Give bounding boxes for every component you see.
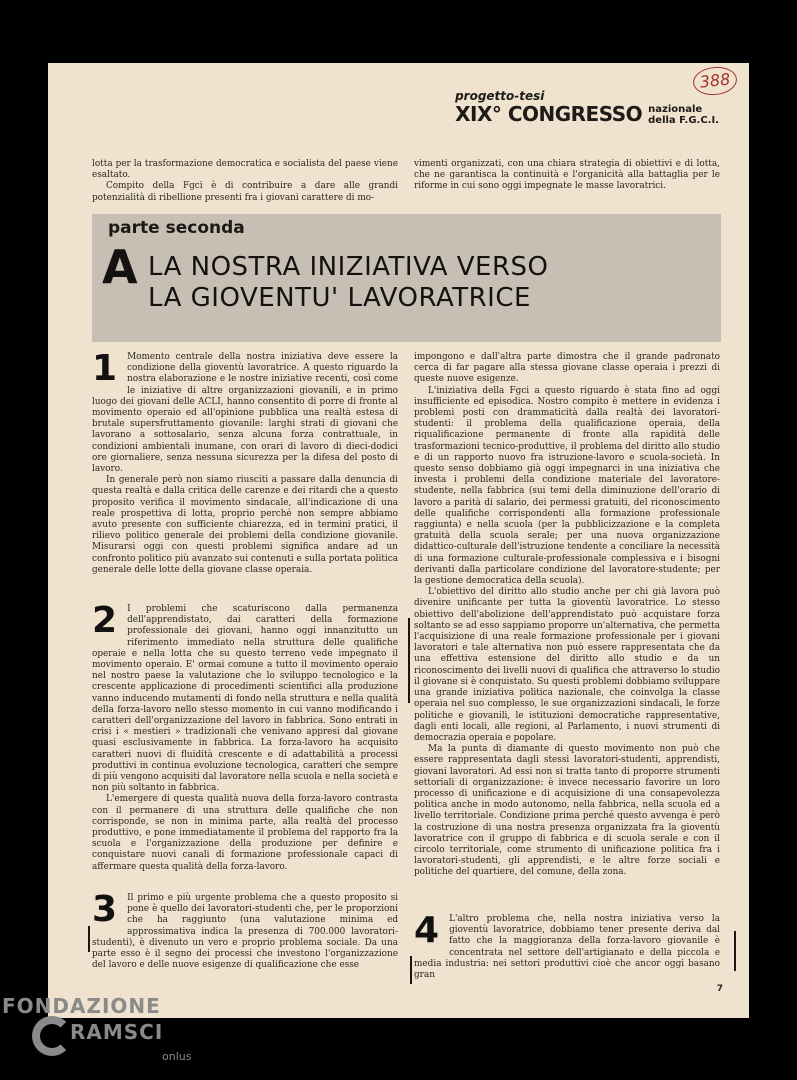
header-congress: XIX° CONGRESSO: [455, 102, 643, 126]
section-number: 2: [92, 600, 118, 641]
section-number: 3: [92, 889, 118, 930]
document-page: [48, 63, 749, 1018]
archive-stamp: 388: [692, 65, 739, 97]
header-kicker: progetto-tesi: [455, 89, 545, 103]
margin-mark: [734, 931, 736, 971]
logo-line-2: RAMSCI: [70, 1020, 164, 1044]
logo-line-1: FONDAZIONE: [2, 994, 161, 1018]
section-number: 4: [414, 910, 440, 951]
section-1: 1 Momento centrale della nostra iniziativa deve essere la condizione della gioventù lavoratrice. A questo riguardo la nostra elaborazione e le nostre iniziative recenti, così come le iniziative di altre organizzazioni giovanili, e in primo luogo dei giovani delle ACLI, hanno consentito di porre di fronte al movimento operaio ed all'opinione pubblica una realtà estesa di brutale supersfruttamento giovanile: larghi strati di giovani che lavorano a sottosalario, senza alcuna forza contrattuale, in condizioni ambientali inumane, con orari di lavoro di dieci-dodici ore giornaliere, senza nessuna sicurezza per la difesa del posto di lavoro. In generale però non siamo riusciti a passare dalla denuncia di questa realtà e dalla critica delle carenze e dei ritardi che a questo proposito verifica il movimento sindacale, all'indicazione di una reale prospettiva di lotta, proprio perché non sempre abbiamo avuto presente con sufficiente chiarezza, ed in termini pratici, il rilievo politico generale dei problemi della condizione giovanile. Misurarsi oggi con questi problemi significa andare ad un confronto politico più avanzato sui contenuti e sulla portata politica generale delle lotte della giovane classe operaia.: [92, 348, 398, 575]
header-national: nazionale della F.G.C.I.: [648, 104, 719, 126]
section-4: 4 L'altro problema che, nella nostra iniziativa verso la gioventù lavoratrice, dobbiamo tener presente deriva dal fatto che la maggioranza della forza-lavoro giovanile è concentrata nel settore dell'artigianato e della piccola e media industria: nei settori produttivi cioè che ancor oggi basano gran: [414, 910, 720, 981]
banner-letter: A: [102, 240, 138, 294]
margin-mark: [88, 926, 90, 952]
page-number: 7: [716, 984, 723, 994]
intro-right-column: vimenti organizzati, con una chiara strategia di obiettivi e di lotta, che ne garantisca la continuità e l'organicità alla battaglia per le riforme in cui sono oggi impegnate le masse lavoratrici.: [414, 159, 720, 192]
page-header: [455, 89, 719, 126]
margin-mark: [408, 618, 410, 703]
margin-mark: [410, 956, 412, 984]
section-number: 1: [92, 348, 118, 389]
intro-left-column: lotta per la trasformazione democratica e socialista del paese viene esaltato. Compito della Fgci è di contribuire a dare alle grandi potenzialità di ribellione presenti fra i giovani carattere di mo-: [92, 159, 398, 203]
logo-g-icon: [32, 1016, 72, 1056]
right-column: impongono e dall'altra parte dimostra che il grande padronato cerca di far pagare alla stessa giovane classe operaia i prezzi di queste nuove esigenze. L'iniziativa della Fgci a questo riguardo è stata fino ad oggi insufficiente ed episodica. Nostro compito è mettere in evidenza i problemi posti con drammaticità dalla realtà dei lavoratori-studenti: il problema della qualificazione operaia, della riqualificazione permanente di fronte alla rapidità delle trasformazioni tecnico-produttive, il problema del diritto allo studio e di un rapporto nuovo fra istruzione-lavoro e scuola-società. In questo senso dobbiamo già oggi impegnarci in una iniziativa che investa i problemi della condizione materiale del lavoratore-studente, nella fabbrica (sui temi della diminuzione dell'orario di lavoro a parità di salario, dei permessi gratuiti, del riconoscimento delle qualifiche corrispondenti alla formazione professionale raggiunta) e nella scuola (per la pubblicizzazione e la completa gratuità della scuola serale; per una nuova organizzazione didattico-culturale dell'istruzione tendente a conciliare la necessità di una formazione culturale-professionale complessiva e i bisogni derivanti dalla particolare condizione del lavoratore-studente; per la gestione democratica della scuola). L'obiettivo del diritto allo studio anche per chi già lavora può divenire unificante per tutta la gioventù lavoratrice. Lo stesso obiettivo dell'abolizione dell'apprendistato può acquistare forza soltanto se ad esso sappiamo proporre un'alternativa, che permetta l'acquisizione di una reale formazione professionale per i giovani lavoratori e tale alternativa non può essere rappresentata che da una effettiva estensione del diritto allo studio e da un riconoscimento dei livelli nuovi di qualifica che attraverso lo studio il giovane si è conquistato. Su questi problemi dobbiamo sviluppare una grande iniziativa politica nazionale, che coinvolga la classe operaia nel suo complesso, le sue organizzazioni sindacali, le forze politiche e giovanili, le istituzioni democratiche rappresentative, dagli enti locali, alle regioni, al Parlamento, i nuovi strumenti di democrazia operaia e popolare. Ma la punta di diamante di questo movimento non può che essere rappresentata dagli stessi lavoratori-studenti, apprendisti, giovani lavoratori. Ad essi non si tratta tanto di proporre strumenti settoriali di organizzazione: è invece necessario favorire un loro processo di unificazione e di acquisizione di una consapevolezza politica anche in modo autonomo, nella fabbrica, nella scuola ed a livello territoriale. Condizione prima perché questo avvenga è però la costruzione di una nostra presenza organizzata fra la gioventù lavoratrice con il gruppo di fabbrica e di scuola serale e con il circolo territoriale, come strumento di unificazione politica fra i lavoratori-studenti, gli apprendisti, e le altre forze sociali e politiche del quartiere, del comune, della zona.: [414, 352, 720, 878]
banner-part-label: parte seconda: [108, 218, 245, 238]
logo-line-3: onlus: [162, 1050, 192, 1063]
watermark-logo: [0, 992, 797, 1080]
section-2: 2 I problemi che scaturiscono dalla permanenza dell'apprendistato, dai caratteri della formazione professionale dei giovani, hanno oggi innanzitutto un riferimento immediato nella struttura delle qualifiche operaie e nella lotta che su questo terreno vede impegnato il movimento operaio. E' ormai comune a tutto il movimento operaio nel nostro paese la valutazione che lo sviluppo tecnologico e la crescente applicazione di procedimenti scientifici alla produzione vanno inducendo mutamenti di fondo nella struttura e nella qualità della forza-lavoro nello stesso momento in cui vanno modificando i caratteri dell'organizzazione del lavoro in fabbrica. Sono entrati in crisi i « mestieri » tradizionali che venivano appresi dal giovane quasi esclusivamente in fabbrica. La forza-lavoro ha acquisito caratteri nuovi di fluidità crescente e di adattabilità a processi produttivi in continua evoluzione tecnologica, caratteri che sempre di più vengono acquisiti dal lavoratore nella scuola e nella società e non più soltanto in fabbrica. L'emergere di questa qualità nuova della forza-lavoro contrasta con il permanere di una struttura delle qualifiche che non corrisponde, se non in minima parte, alla realtà del processo produttivo, e pone immediatamente il problema del rapporto fra la scuola e l'organizzazione della produzione per definire e conquistare nuovi canali di formazione professionale capaci di affermare questa qualità della forza-lavoro.: [92, 600, 398, 872]
section-3: 3 Il primo e più urgente problema che a questo proposito si pone è quello dei lavoratori-studenti che, per le proporzioni che ha raggiunto (una valutazione minima ed approssimativa indica la presenza di 700.000 lavoratori-studenti), è divenuto un vero e proprio problema sociale. Da una parte esso è il segno dei processi che investono l'organizzazione del lavoro e delle nuove esigenze di qualificazione che esse: [92, 889, 398, 971]
section-banner: [92, 214, 721, 342]
banner-title: LA NOSTRA INIZIATIVA VERSO LA GIOVENTU' LAVORATRICE: [148, 252, 549, 313]
